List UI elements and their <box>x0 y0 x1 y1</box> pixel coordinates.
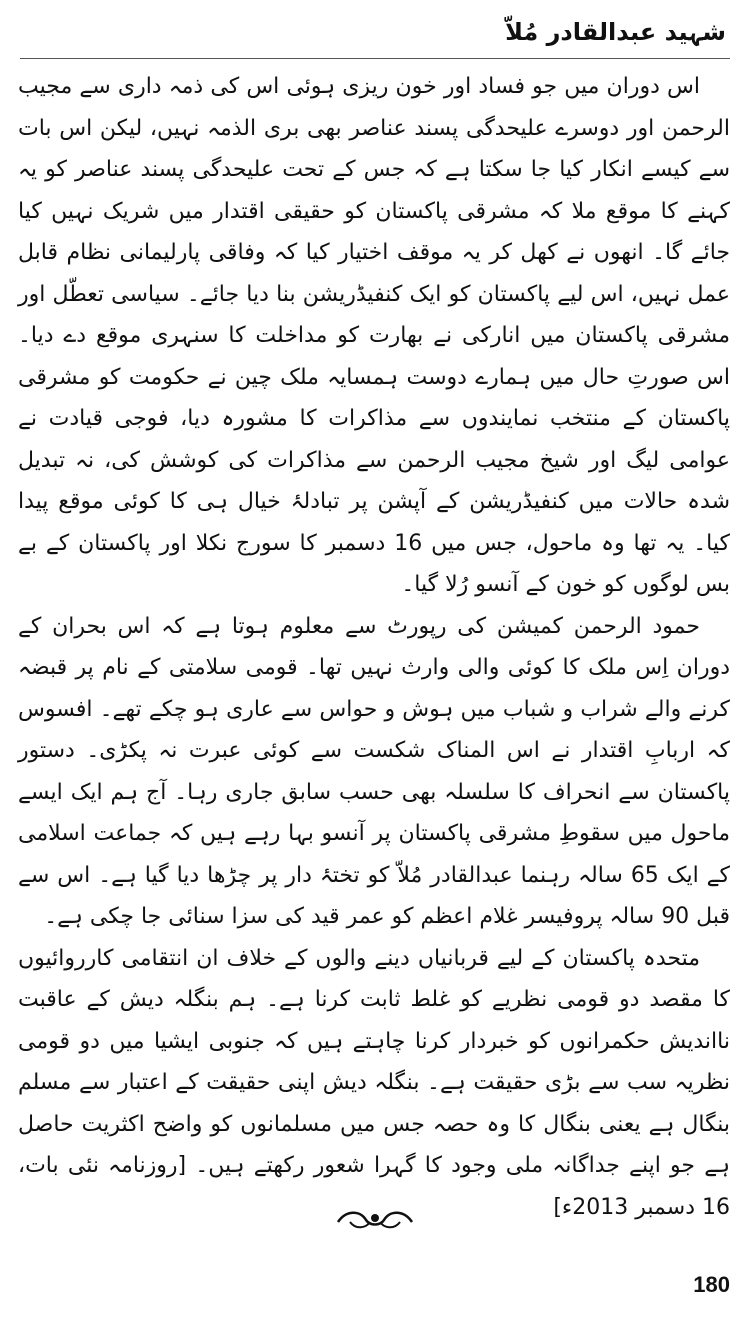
header-rule <box>20 58 730 59</box>
paragraph: حمود الرحمن کمیشن کی رپورٹ سے معلوم ہوتا ہے کہ اس بحران کے دوران اِس ملک کا کوئی والی وارث نہیں تھا۔ قومی سلامتی کے نام پر قبضہ کرنے والے شراب و شباب میں ہوش و حواس سے عاری ہو چکے تھے۔ افسوس کہ اربابِ اقتدار نے اس المناک شکست سے کوئی عبرت نہ پکڑی۔ دستور پاکستان سے انحراف کا سلسلہ بھی حسب سابق جاری رہا۔ آج ہم ایک ایسے ماحول میں سقوطِ مشرقی پاکستان پر آنسو بہا رہے ہیں کہ جماعت اسلامی کے ایک 65 سالہ رہنما عبدالقادر مُلاّ کو تختۂ دار پر چڑھا دیا گیا ہے۔ اس سے قبل 90 سالہ پروفیسر غلام اعظم کو عمر قید کی سزا سنائی جا چکی ہے۔ <box>18 613 730 929</box>
article-body <box>18 66 730 1228</box>
paragraph: اس دوران میں جو فساد اور خون ریزی ہوئی اس کی ذمہ داری سے مجیب الرحمن اور دوسرے علیحدگی پسند عناصر بھی بری الذمہ نہیں، لیکن اس بات سے کیسے انکار کیا جا سکتا ہے کہ جس کے تحت علیحدگی پسند عناصر کو یہ کہنے کا موقع ملا کہ مشرقی پاکستان کو حقیقی اقتدار میں شریک نہیں کیا جائے گا۔ انھوں نے کھل کر یہ موقف اختیار کیا کہ وفاقی پارلیمانی نظام قابل عمل نہیں، اس لیے پاکستان کو ایک کنفیڈریشن بنا دیا جائے۔ سیاسی تعطّل اور مشرقی پاکستان میں انارکی نے بھارت کو مداخلت کا سنہری موقع دے دیا۔ اس صورتِ حال میں ہمارے دوست ہمسایہ ملک چین نے حکومت کو مشرقی پاکستان کے منتخب نمایندوں سے مذاکرات کا مشورہ دیا، فوجی قیادت نے عوامی لیگ اور شیخ مجیب الرحمن سے مذاکرات کی کوشش کی، نہ تبدیل شدہ حالات میں کنفیڈریشن کے آپشن پر تبادلۂ خیال ہی کا کوئی موقع پیدا کیا۔ یہ تھا وہ ماحول، جس میں 16 دسمبر کا سورج نکلا اور پاکستان کے بے بس لوگوں کو خون کے آنسو رُلا گیا۔ <box>18 74 730 597</box>
running-header: شہید عبدالقادر مُلاّ <box>505 18 726 46</box>
flourish-icon <box>330 1208 420 1232</box>
paragraph: متحدہ پاکستان کے لیے قربانیاں دینے والوں کے خلاف ان انتقامی کارروائیوں کا مقصد دو قومی نظریے کو غلط ثابت کرنا ہے۔ ہم بنگلہ دیش کے عاقبت نااندیش حکمرانوں کو خبردار کرنا چاہتے ہیں کہ جنوبی ایشیا میں دو قومی نظریہ سب سے بڑی حقیقت ہے۔ بنگلہ دیش اپنی حقیقت کے اعتبار سے مسلم بنگال ہے یعنی بنگال کا وہ حصہ جس میں مسلمانوں کو واضح اکثریت حاصل ہے جو اپنے جداگانہ ملی وجود کا گہرا شعور رکھتے ہیں۔ [روزنامہ نئی بات، 16 دسمبر 2013ء] <box>18 945 730 1220</box>
ornament-divider <box>0 1208 750 1236</box>
page-number: 180 <box>693 1272 730 1297</box>
